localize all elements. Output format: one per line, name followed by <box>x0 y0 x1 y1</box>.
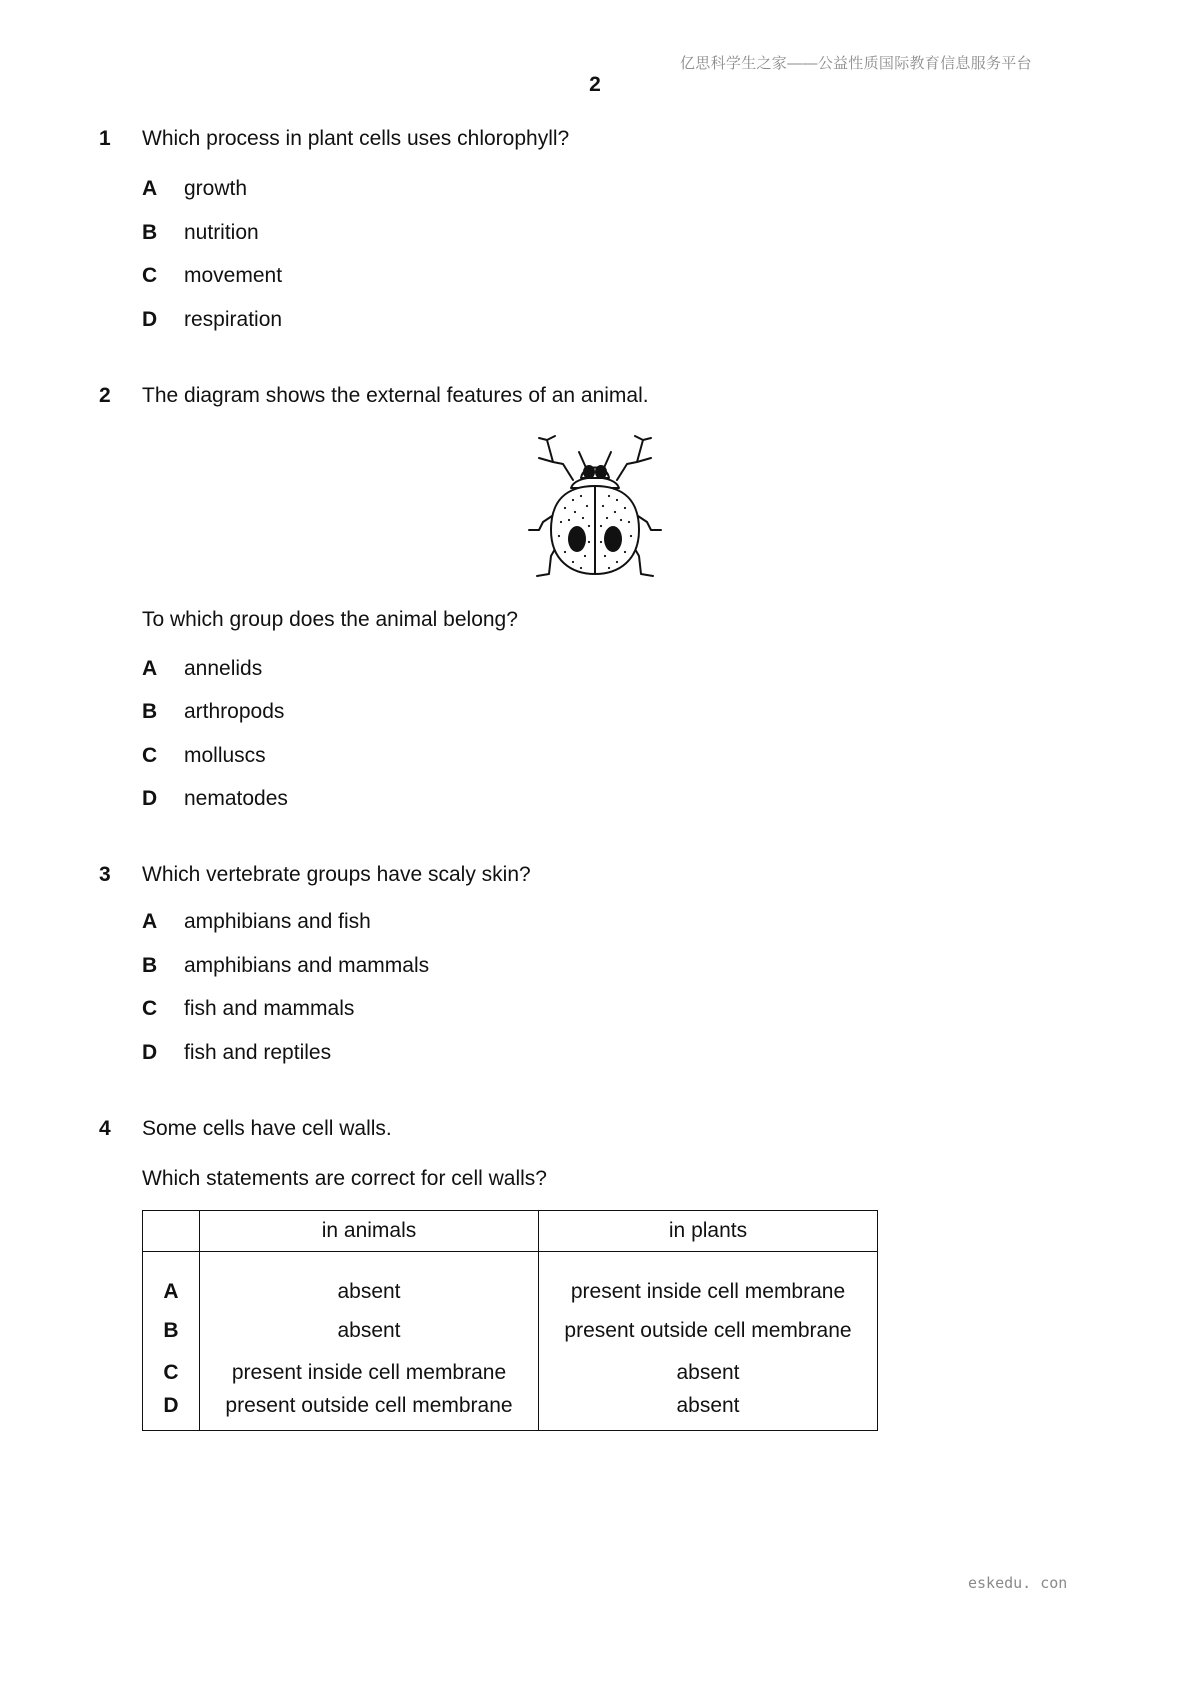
question-number: 4 <box>99 1117 111 1140</box>
row-animals: absent <box>200 1310 539 1352</box>
page-number: 2 <box>589 73 601 96</box>
option-text: growth <box>184 177 248 200</box>
question-prompt: To which group does the animal belong? <box>142 608 518 631</box>
option-letter: B <box>142 221 158 244</box>
table-header-animals: in animals <box>200 1211 539 1252</box>
option-letter: C <box>142 264 158 287</box>
table-row <box>143 1352 878 1394</box>
question-text: Which vertebrate groups have scaly skin? <box>142 863 531 886</box>
table-row <box>143 1310 878 1352</box>
option-letter: D <box>142 787 158 810</box>
question-number: 3 <box>99 863 111 886</box>
option-letter: A <box>142 657 158 680</box>
option-letter: D <box>142 308 158 331</box>
option-letter: B <box>142 700 158 723</box>
header-watermark: 亿思科学生之家——公益性质国际教育信息服务平台 <box>680 55 1032 72</box>
question-text: Which process in plant cells uses chlorophyll? <box>142 127 570 150</box>
option-text: annelids <box>184 657 263 680</box>
option-letter: C <box>142 997 158 1020</box>
option-text: amphibians and fish <box>184 910 371 933</box>
option-text: molluscs <box>184 744 266 767</box>
question-number: 2 <box>99 384 111 407</box>
cell-wall-table <box>142 1210 878 1431</box>
question-text: The diagram shows the external features of an animal. <box>142 384 649 407</box>
row-animals: absent <box>200 1252 539 1311</box>
option-text: nematodes <box>184 787 288 810</box>
table-header-plants: in plants <box>539 1211 878 1252</box>
row-letter: D <box>143 1394 200 1431</box>
option-letter: B <box>142 954 158 977</box>
row-plants: present inside cell membrane <box>539 1252 878 1311</box>
table-row <box>143 1394 878 1431</box>
option-text: movement <box>184 264 283 287</box>
footer-watermark: eskedu. con <box>968 1574 1068 1592</box>
option-text: fish and reptiles <box>184 1041 332 1064</box>
question-number: 1 <box>99 127 111 150</box>
row-plants: absent <box>539 1394 878 1431</box>
option-letter: A <box>142 910 158 933</box>
row-letter: C <box>143 1352 200 1394</box>
option-text: nutrition <box>184 221 259 244</box>
option-letter: D <box>142 1041 158 1064</box>
table-header-blank <box>143 1211 200 1252</box>
question-prompt: Which statements are correct for cell walls? <box>142 1167 547 1190</box>
option-letter: C <box>142 744 158 767</box>
row-animals: present inside cell membrane <box>200 1352 539 1394</box>
option-text: arthropods <box>184 700 285 723</box>
question-text: Some cells have cell walls. <box>142 1117 392 1140</box>
option-text: amphibians and mammals <box>184 954 430 977</box>
row-plants: present outside cell membrane <box>539 1310 878 1352</box>
option-letter: A <box>142 177 158 200</box>
row-letter: A <box>143 1252 200 1311</box>
table-header-row <box>143 1211 878 1252</box>
option-text: respiration <box>184 308 283 331</box>
table-row <box>143 1252 878 1311</box>
row-letter: B <box>143 1310 200 1352</box>
row-plants: absent <box>539 1352 878 1394</box>
option-text: fish and mammals <box>184 997 355 1020</box>
row-animals: present outside cell membrane <box>200 1394 539 1431</box>
beetle-icon <box>525 430 665 578</box>
